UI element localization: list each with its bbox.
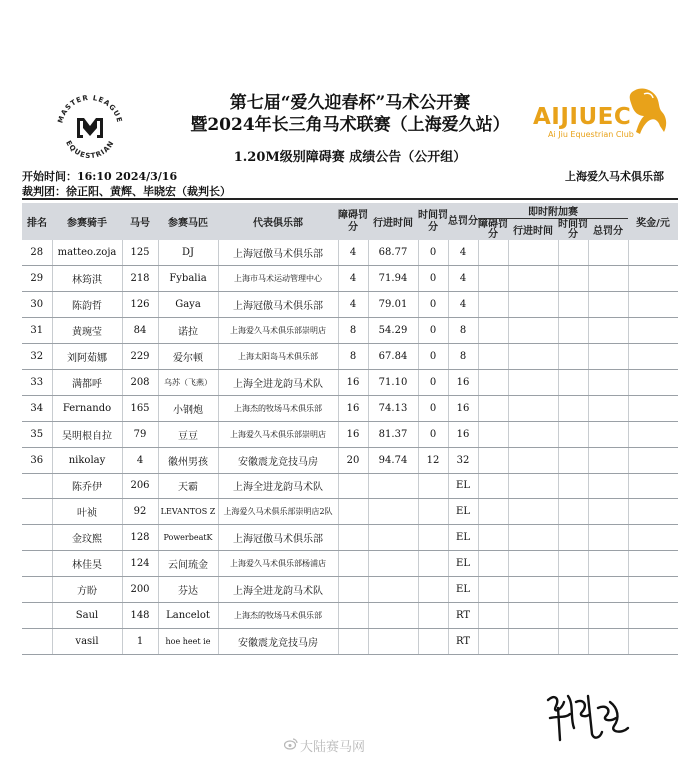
col-rider: 参赛骑手 bbox=[52, 203, 122, 240]
cell-jo-time bbox=[508, 292, 558, 318]
cell-jo-time-penalty bbox=[558, 395, 588, 421]
col-horse: 参赛马匹 bbox=[158, 203, 218, 240]
cell-time bbox=[368, 499, 418, 525]
cell-club: 上海冠傲马术俱乐部 bbox=[218, 525, 338, 551]
col-jumpoff-group: 即时附加赛 bbox=[478, 203, 628, 219]
cell-prize bbox=[628, 318, 678, 344]
cell-jo-total-penalty bbox=[588, 577, 628, 603]
cell-horse-no: 148 bbox=[122, 602, 158, 628]
cell-total-penalty: 4 bbox=[448, 266, 478, 292]
cell-horse: 诺拉 bbox=[158, 318, 218, 344]
cell-total-penalty: 8 bbox=[448, 344, 478, 370]
cell-horse-no: 206 bbox=[122, 473, 158, 499]
cell-time: 79.01 bbox=[368, 292, 418, 318]
cell-jo-total-penalty bbox=[588, 421, 628, 447]
cell-total-penalty: 32 bbox=[448, 447, 478, 473]
cell-jo-obstacle-penalty bbox=[478, 525, 508, 551]
cell-jo-obstacle-penalty bbox=[478, 369, 508, 395]
table-row bbox=[22, 447, 678, 473]
cell-horse-no: 84 bbox=[122, 318, 158, 344]
table-row bbox=[22, 266, 678, 292]
cell-time-penalty: 0 bbox=[418, 292, 448, 318]
table-row bbox=[22, 318, 678, 344]
cell-prize bbox=[628, 421, 678, 447]
cell-rank bbox=[22, 602, 52, 628]
cell-jo-time bbox=[508, 395, 558, 421]
class-subtitle: 1.20M级别障碍赛 成绩公告（公开组） bbox=[233, 150, 467, 165]
cell-total-penalty: 4 bbox=[448, 292, 478, 318]
cell-time bbox=[368, 551, 418, 577]
cell-prize bbox=[628, 525, 678, 551]
cell-jo-time-penalty bbox=[558, 344, 588, 370]
cell-rider: 陈乔伊 bbox=[52, 473, 122, 499]
cell-rank: 32 bbox=[22, 344, 52, 370]
cell-time: 68.77 bbox=[368, 240, 418, 266]
cell-jo-time-penalty bbox=[558, 628, 588, 654]
cell-club: 上海杰的牧场马术俱乐部 bbox=[218, 602, 338, 628]
cell-horse: DJ bbox=[158, 240, 218, 266]
cell-total-penalty: EL bbox=[448, 473, 478, 499]
cell-horse: hoe heet ie bbox=[158, 628, 218, 654]
table-row bbox=[22, 421, 678, 447]
cell-rider: 陈韵哲 bbox=[52, 292, 122, 318]
cell-horse-no: 208 bbox=[122, 369, 158, 395]
col-jo-time-penalty: 时间罚分 bbox=[558, 218, 588, 240]
table-row bbox=[22, 292, 678, 318]
cell-rank bbox=[22, 499, 52, 525]
weibo-icon bbox=[284, 737, 298, 751]
cell-jo-total-penalty bbox=[588, 551, 628, 577]
cell-time bbox=[368, 525, 418, 551]
cell-rider: 方盼 bbox=[52, 577, 122, 603]
cell-time-penalty: 0 bbox=[418, 240, 448, 266]
col-jo-obstacle-penalty: 障碍罚分 bbox=[478, 218, 508, 240]
table-row bbox=[22, 395, 678, 421]
cell-time-penalty: 0 bbox=[418, 344, 448, 370]
cell-jo-time-penalty bbox=[558, 421, 588, 447]
cell-horse: 芬达 bbox=[158, 577, 218, 603]
cell-jo-time-penalty bbox=[558, 266, 588, 292]
cell-jo-total-penalty bbox=[588, 240, 628, 266]
table-row bbox=[22, 344, 678, 370]
cell-obstacle-penalty: 16 bbox=[338, 369, 368, 395]
cell-horse-no: 165 bbox=[122, 395, 158, 421]
table-row bbox=[22, 577, 678, 603]
cell-time bbox=[368, 473, 418, 499]
cell-horse: PowerbeatK bbox=[158, 525, 218, 551]
cell-rider: 金玟熙 bbox=[52, 525, 122, 551]
cell-rank: 28 bbox=[22, 240, 52, 266]
cell-prize bbox=[628, 292, 678, 318]
cell-club: 上海冠傲马术俱乐部 bbox=[218, 292, 338, 318]
cell-rider: 林筠淇 bbox=[52, 266, 122, 292]
cell-obstacle-penalty bbox=[338, 551, 368, 577]
results-body bbox=[22, 240, 678, 654]
cell-prize bbox=[628, 447, 678, 473]
cell-prize bbox=[628, 628, 678, 654]
cell-jo-time bbox=[508, 447, 558, 473]
cell-jo-total-penalty bbox=[588, 395, 628, 421]
cell-total-penalty: EL bbox=[448, 577, 478, 603]
cell-jo-time bbox=[508, 499, 558, 525]
cell-club: 安徽震龙竞技马房 bbox=[218, 447, 338, 473]
cell-time-penalty bbox=[418, 602, 448, 628]
cell-prize bbox=[628, 266, 678, 292]
cell-prize bbox=[628, 369, 678, 395]
table-row bbox=[22, 602, 678, 628]
cell-jo-total-penalty bbox=[588, 525, 628, 551]
cell-time-penalty bbox=[418, 499, 448, 525]
cell-horse-no: 200 bbox=[122, 577, 158, 603]
cell-jo-time bbox=[508, 369, 558, 395]
cell-club: 上海冠傲马术俱乐部 bbox=[218, 240, 338, 266]
cell-time-penalty: 0 bbox=[418, 318, 448, 344]
cell-jo-time-penalty bbox=[558, 602, 588, 628]
cell-horse: 云间琉金 bbox=[158, 551, 218, 577]
cell-club: 上海爱久马术俱乐部崇明店 bbox=[218, 421, 338, 447]
cell-rank bbox=[22, 577, 52, 603]
brand-subtitle: Ai Jiu Equestrian Club bbox=[548, 130, 634, 139]
cell-time-penalty bbox=[418, 551, 448, 577]
col-time-penalty: 时间罚分 bbox=[418, 203, 448, 240]
cell-jo-obstacle-penalty bbox=[478, 473, 508, 499]
watermark: 大陆赛马网 bbox=[300, 740, 366, 755]
svg-text:EQUESTRIAN: EQUESTRIAN bbox=[64, 139, 116, 161]
cell-jo-obstacle-penalty bbox=[478, 551, 508, 577]
cell-time-penalty bbox=[418, 473, 448, 499]
cell-time: 54.29 bbox=[368, 318, 418, 344]
col-club: 代表俱乐部 bbox=[218, 203, 338, 240]
cell-rider: 刘阿茹娜 bbox=[52, 344, 122, 370]
cell-time: 71.94 bbox=[368, 266, 418, 292]
cell-prize bbox=[628, 551, 678, 577]
cell-rank: 29 bbox=[22, 266, 52, 292]
cell-jo-time-penalty bbox=[558, 318, 588, 344]
cell-rank: 36 bbox=[22, 447, 52, 473]
cell-horse-no: 1 bbox=[122, 628, 158, 654]
col-jo-time: 行进时间 bbox=[508, 219, 558, 241]
cell-time bbox=[368, 628, 418, 654]
cell-obstacle-penalty bbox=[338, 628, 368, 654]
cell-rank bbox=[22, 525, 52, 551]
col-prize: 奖金/元 bbox=[628, 203, 678, 240]
cell-horse: 天霸 bbox=[158, 473, 218, 499]
cell-jo-time-penalty bbox=[558, 369, 588, 395]
col-horse-no: 马号 bbox=[122, 203, 158, 240]
cell-obstacle-penalty: 20 bbox=[338, 447, 368, 473]
cell-time-penalty: 0 bbox=[418, 421, 448, 447]
cell-total-penalty: 16 bbox=[448, 395, 478, 421]
header-divider bbox=[22, 198, 678, 200]
cell-time: 94.74 bbox=[368, 447, 418, 473]
cell-jo-time bbox=[508, 240, 558, 266]
cell-club: 上海爱久马术俱乐部杨浦店 bbox=[218, 551, 338, 577]
svg-text:MASTER LEAGUE: MASTER LEAGUE bbox=[56, 93, 124, 125]
cell-time: 67.84 bbox=[368, 344, 418, 370]
cell-rider: 吴明根自拉 bbox=[52, 421, 122, 447]
col-total-penalty: 总罚分 bbox=[448, 203, 478, 240]
cell-rank: 33 bbox=[22, 369, 52, 395]
cell-horse-no: 126 bbox=[122, 292, 158, 318]
cell-jo-time bbox=[508, 628, 558, 654]
cell-jo-total-penalty bbox=[588, 369, 628, 395]
judges: 裁判团：徐正阳、黄辉、毕晓宏（裁判长） bbox=[22, 185, 231, 198]
cell-jo-time-penalty bbox=[558, 525, 588, 551]
cell-time: 74.13 bbox=[368, 395, 418, 421]
cell-horse-no: 79 bbox=[122, 421, 158, 447]
cell-time-penalty bbox=[418, 628, 448, 654]
cell-club: 上海市马术运动管理中心 bbox=[218, 266, 338, 292]
cell-jo-obstacle-penalty bbox=[478, 577, 508, 603]
cell-rider: 林佳昊 bbox=[52, 551, 122, 577]
cell-club: 上海爱久马术俱乐部崇明店2队 bbox=[218, 499, 338, 525]
table-row bbox=[22, 473, 678, 499]
cell-time-penalty: 12 bbox=[418, 447, 448, 473]
cell-rider: Fernando bbox=[52, 395, 122, 421]
cell-rider: 满都呼 bbox=[52, 369, 122, 395]
cell-jo-time-penalty bbox=[558, 499, 588, 525]
cell-jo-time-penalty bbox=[558, 292, 588, 318]
table-row bbox=[22, 240, 678, 266]
cell-obstacle-penalty bbox=[338, 577, 368, 603]
cell-obstacle-penalty: 16 bbox=[338, 421, 368, 447]
table-row bbox=[22, 525, 678, 551]
cell-horse: 乌苏（飞燕） bbox=[158, 369, 218, 395]
cell-total-penalty: 8 bbox=[448, 318, 478, 344]
cell-time-penalty bbox=[418, 525, 448, 551]
cell-horse-no: 125 bbox=[122, 240, 158, 266]
cell-club: 上海杰的牧场马术俱乐部 bbox=[218, 395, 338, 421]
cell-horse-no: 92 bbox=[122, 499, 158, 525]
cell-jo-obstacle-penalty bbox=[478, 395, 508, 421]
cell-jo-time-penalty bbox=[558, 473, 588, 499]
cell-horse-no: 128 bbox=[122, 525, 158, 551]
cell-jo-total-penalty bbox=[588, 318, 628, 344]
cell-prize bbox=[628, 473, 678, 499]
cell-jo-time bbox=[508, 473, 558, 499]
cell-horse: LEVANTOS Z bbox=[158, 499, 218, 525]
cell-rank bbox=[22, 628, 52, 654]
cell-jo-obstacle-penalty bbox=[478, 240, 508, 266]
event-title-2: 暨2024年长三角马术联赛（上海爱久站） bbox=[190, 115, 510, 135]
cell-total-penalty: RT bbox=[448, 602, 478, 628]
cell-horse-no: 124 bbox=[122, 551, 158, 577]
cell-prize bbox=[628, 240, 678, 266]
cell-jo-time bbox=[508, 577, 558, 603]
cell-jo-obstacle-penalty bbox=[478, 602, 508, 628]
organizer: 上海爱久马术俱乐部 bbox=[565, 170, 664, 183]
cell-total-penalty: 16 bbox=[448, 369, 478, 395]
cell-jo-time bbox=[508, 344, 558, 370]
col-jo-total-penalty: 总罚分 bbox=[588, 219, 628, 241]
cell-total-penalty: EL bbox=[448, 525, 478, 551]
start-time: 开始时间：16:10 2024/3/16 bbox=[22, 170, 178, 183]
cell-time-penalty bbox=[418, 577, 448, 603]
cell-jo-time-penalty bbox=[558, 577, 588, 603]
cell-total-penalty: 16 bbox=[448, 421, 478, 447]
results-table bbox=[22, 203, 678, 655]
cell-horse-no: 229 bbox=[122, 344, 158, 370]
cell-rider: nikolay bbox=[52, 447, 122, 473]
cell-jo-time-penalty bbox=[558, 447, 588, 473]
cell-jo-total-penalty bbox=[588, 499, 628, 525]
cell-horse: 小钢炮 bbox=[158, 395, 218, 421]
cell-total-penalty: EL bbox=[448, 499, 478, 525]
cell-horse: 徽州男孩 bbox=[158, 447, 218, 473]
cell-jo-obstacle-penalty bbox=[478, 628, 508, 654]
cell-total-penalty: RT bbox=[448, 628, 478, 654]
cell-rider: matteo.zoja bbox=[52, 240, 122, 266]
cell-club: 上海全进龙韵马术队 bbox=[218, 473, 338, 499]
cell-club: 安徽震龙竞技马房 bbox=[218, 628, 338, 654]
col-obstacle-penalty: 障碍罚分 bbox=[338, 203, 368, 240]
cell-jo-time-penalty bbox=[558, 551, 588, 577]
cell-jo-time bbox=[508, 525, 558, 551]
cell-club: 上海爱久马术俱乐部崇明店 bbox=[218, 318, 338, 344]
cell-time-penalty: 0 bbox=[418, 395, 448, 421]
cell-jo-obstacle-penalty bbox=[478, 318, 508, 344]
cell-prize bbox=[628, 395, 678, 421]
cell-obstacle-penalty bbox=[338, 602, 368, 628]
cell-time bbox=[368, 577, 418, 603]
cell-jo-total-penalty bbox=[588, 447, 628, 473]
cell-jo-obstacle-penalty bbox=[478, 266, 508, 292]
cell-club: 上海全进龙韵马术队 bbox=[218, 577, 338, 603]
cell-club: 上海太阳岛马术俱乐部 bbox=[218, 344, 338, 370]
cell-jo-obstacle-penalty bbox=[478, 421, 508, 447]
cell-horse: 豆豆 bbox=[158, 421, 218, 447]
cell-obstacle-penalty bbox=[338, 473, 368, 499]
cell-jo-time bbox=[508, 551, 558, 577]
cell-prize bbox=[628, 344, 678, 370]
cell-jo-obstacle-penalty bbox=[478, 344, 508, 370]
cell-rider: 叶祯 bbox=[52, 499, 122, 525]
cell-obstacle-penalty: 8 bbox=[338, 344, 368, 370]
cell-jo-time-penalty bbox=[558, 240, 588, 266]
col-rank: 排名 bbox=[22, 203, 52, 240]
cell-rank bbox=[22, 551, 52, 577]
cell-jo-obstacle-penalty bbox=[478, 499, 508, 525]
cell-horse: Lancelot bbox=[158, 602, 218, 628]
cell-rank: 30 bbox=[22, 292, 52, 318]
cell-jo-total-penalty bbox=[588, 628, 628, 654]
cell-horse-no: 4 bbox=[122, 447, 158, 473]
cell-rider: Saul bbox=[52, 602, 122, 628]
cell-jo-time bbox=[508, 602, 558, 628]
cell-obstacle-penalty: 4 bbox=[338, 292, 368, 318]
cell-rank bbox=[22, 473, 52, 499]
judge-signature bbox=[540, 688, 640, 748]
brand-name: AIJIUEC bbox=[533, 104, 632, 130]
cell-total-penalty: EL bbox=[448, 551, 478, 577]
cell-obstacle-penalty: 4 bbox=[338, 266, 368, 292]
cell-rider: vasil bbox=[52, 628, 122, 654]
cell-jo-total-penalty bbox=[588, 292, 628, 318]
cell-jo-time bbox=[508, 266, 558, 292]
col-time: 行进时间 bbox=[368, 203, 418, 240]
cell-jo-total-penalty bbox=[588, 602, 628, 628]
cell-horse: Fybalia bbox=[158, 266, 218, 292]
cell-obstacle-penalty: 4 bbox=[338, 240, 368, 266]
cell-rider: 黄琬莹 bbox=[52, 318, 122, 344]
cell-prize bbox=[628, 499, 678, 525]
cell-obstacle-penalty: 16 bbox=[338, 395, 368, 421]
cell-prize bbox=[628, 602, 678, 628]
cell-rank: 35 bbox=[22, 421, 52, 447]
cell-jo-total-penalty bbox=[588, 266, 628, 292]
cell-club: 上海全进龙韵马术队 bbox=[218, 369, 338, 395]
cell-time-penalty: 0 bbox=[418, 369, 448, 395]
cell-horse-no: 218 bbox=[122, 266, 158, 292]
cell-rank: 34 bbox=[22, 395, 52, 421]
cell-time: 81.37 bbox=[368, 421, 418, 447]
cell-jo-time bbox=[508, 318, 558, 344]
event-title: 第七届“爱久迎春杯”马术公开赛 bbox=[229, 93, 471, 113]
cell-total-penalty: 4 bbox=[448, 240, 478, 266]
cell-prize bbox=[628, 577, 678, 603]
cell-time-penalty: 0 bbox=[418, 266, 448, 292]
cell-jo-obstacle-penalty bbox=[478, 292, 508, 318]
cell-horse: Gaya bbox=[158, 292, 218, 318]
cell-jo-time bbox=[508, 421, 558, 447]
cell-jo-obstacle-penalty bbox=[478, 447, 508, 473]
table-row bbox=[22, 369, 678, 395]
cell-jo-total-penalty bbox=[588, 344, 628, 370]
cell-time bbox=[368, 602, 418, 628]
table-row bbox=[22, 499, 678, 525]
table-row bbox=[22, 551, 678, 577]
cell-obstacle-penalty bbox=[338, 525, 368, 551]
cell-horse: 爱尔顿 bbox=[158, 344, 218, 370]
cell-time: 71.10 bbox=[368, 369, 418, 395]
cell-obstacle-penalty bbox=[338, 499, 368, 525]
table-row bbox=[22, 628, 678, 654]
cell-jo-total-penalty bbox=[588, 473, 628, 499]
cell-rank: 31 bbox=[22, 318, 52, 344]
cell-obstacle-penalty: 8 bbox=[338, 318, 368, 344]
